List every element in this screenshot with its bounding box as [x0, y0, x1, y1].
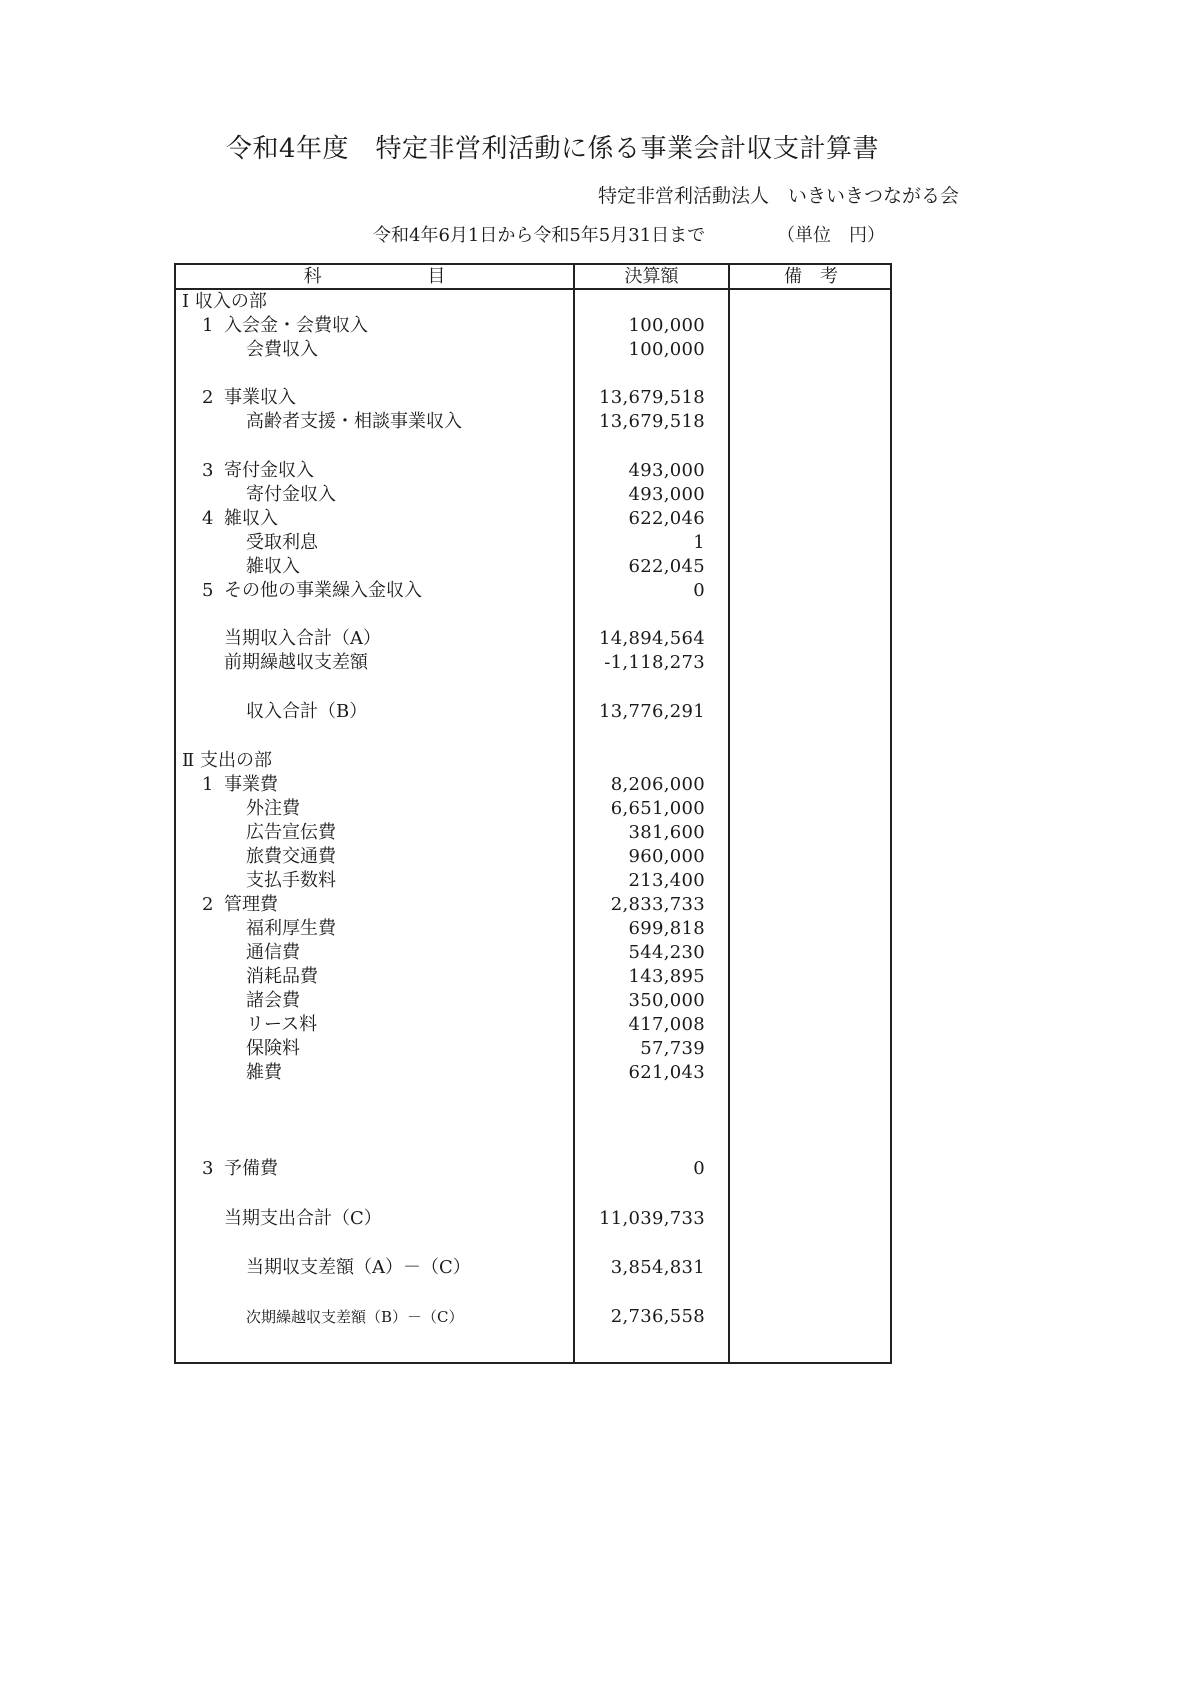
row-label-text: 高齢者支援・相談事業収入	[246, 411, 462, 432]
row-label-text: Ⅱ 支出の部	[182, 750, 272, 771]
table-row	[176, 483, 892, 507]
row-label-text: 当期支出合計（C）	[224, 1208, 382, 1229]
row-label-text: 当期収支差額（A）－（C）	[246, 1257, 471, 1278]
row-label	[202, 893, 278, 917]
table-row	[176, 821, 892, 845]
row-number: 3	[202, 460, 214, 481]
row-amount: 13,776,291	[598, 701, 705, 722]
row-amount: 3,854,831	[610, 1257, 705, 1278]
table-row	[176, 965, 892, 989]
row-amount: 960,000	[628, 846, 705, 867]
row-number: 2	[202, 387, 214, 408]
row-label	[246, 531, 318, 555]
header-item: 科 目	[303, 266, 446, 287]
document-title: 令和4年度 特定非営利活動に係る事業会計収支計算書	[226, 134, 880, 164]
row-amount: 57,739	[640, 1038, 705, 1059]
row-amount: 14,894,564	[598, 628, 705, 649]
row-label	[224, 627, 381, 651]
row-amount: 213,400	[628, 870, 705, 891]
row-amount: 493,000	[628, 460, 705, 481]
row-label-text: 事業費	[224, 774, 278, 795]
row-label-text: 外注費	[246, 798, 300, 819]
row-label	[246, 1256, 471, 1280]
row-label-text: 寄付金収入	[224, 460, 314, 481]
row-amount: 699,818	[628, 918, 705, 939]
row-label-text: 事業収入	[224, 387, 296, 408]
income-expenditure-table	[174, 263, 892, 1364]
table-row	[176, 749, 892, 773]
row-label-text: 雑収入	[246, 556, 300, 577]
row-label-text: 雑費	[246, 1062, 282, 1083]
row-amount: 493,000	[628, 484, 705, 505]
table-row	[176, 290, 892, 314]
row-amount: 11,039,733	[598, 1208, 705, 1229]
row-label-text: 諸会費	[246, 990, 300, 1011]
row-label	[246, 1013, 317, 1037]
table-row	[176, 1013, 892, 1037]
row-label-text: リース料	[246, 1014, 318, 1035]
row-label-text: 消耗品費	[246, 966, 318, 987]
table-row	[176, 700, 892, 724]
row-label	[202, 314, 368, 338]
row-label-text: 管理費	[224, 894, 278, 915]
table-row	[176, 507, 892, 531]
table-row	[176, 773, 892, 797]
table-row	[176, 1207, 892, 1231]
table-row	[176, 410, 892, 434]
row-amount: 8,206,000	[610, 774, 705, 795]
row-label-text: Ⅰ 収入の部	[182, 291, 267, 312]
table-row	[176, 1037, 892, 1061]
row-label	[246, 338, 318, 362]
table-row	[176, 531, 892, 555]
row-label-text: 寄付金収入	[246, 484, 336, 505]
row-label-text: 雑収入	[224, 508, 278, 529]
row-label	[202, 773, 278, 797]
row-label-text: 通信費	[246, 942, 300, 963]
table-row	[176, 1256, 892, 1280]
table-row	[176, 555, 892, 579]
row-amount: 0	[693, 1158, 705, 1179]
row-label	[246, 797, 300, 821]
row-label	[202, 507, 278, 531]
row-label-text: 予備費	[224, 1158, 278, 1179]
row-label	[202, 386, 296, 410]
row-number: 1	[202, 315, 214, 336]
table-row	[176, 1157, 892, 1181]
table-row	[176, 845, 892, 869]
table-row	[176, 579, 892, 603]
row-label-text: 保険料	[246, 1038, 300, 1059]
row-amount: 2,833,733	[610, 894, 705, 915]
row-amount: 622,046	[628, 508, 705, 529]
row-label	[202, 459, 314, 483]
fiscal-period: 令和4年6月1日から令和5年5月31日まで	[373, 225, 706, 246]
organization-name: 特定非営利活動法人 いきいきつながる会	[597, 185, 959, 207]
row-label	[246, 700, 367, 724]
row-label-text: 受取利息	[246, 532, 318, 553]
row-amount: -1,118,273	[604, 652, 705, 673]
row-label	[246, 1037, 300, 1061]
row-label-text: 福利厚生費	[246, 918, 336, 939]
row-label-text: 次期繰越収支差額（B）－（C）	[246, 1308, 464, 1326]
row-label	[246, 941, 300, 965]
row-amount: 2,736,558	[610, 1306, 705, 1327]
row-label	[246, 965, 318, 989]
row-label-text: 収入合計（B）	[246, 701, 368, 722]
row-label	[182, 749, 272, 773]
row-label	[246, 869, 336, 893]
row-label	[246, 845, 336, 869]
table-row	[176, 893, 892, 917]
row-amount: 6,651,000	[610, 798, 705, 819]
row-label-text: 前期繰越収支差額	[224, 652, 368, 673]
row-label	[224, 651, 368, 675]
row-label-text: 会費収入	[246, 339, 318, 360]
row-label-text: 入会金・会費収入	[224, 315, 368, 336]
row-label	[246, 1061, 282, 1085]
row-label	[202, 1157, 278, 1181]
table-row	[176, 314, 892, 338]
row-amount: 100,000	[628, 339, 705, 360]
row-amount: 13,679,518	[598, 411, 705, 432]
table-row	[176, 941, 892, 965]
row-label-text: その他の事業繰入金収入	[224, 580, 422, 601]
row-label	[246, 989, 300, 1013]
row-amount: 0	[693, 580, 705, 601]
row-amount: 1	[693, 532, 705, 553]
row-amount: 622,045	[628, 556, 705, 577]
row-label	[202, 579, 422, 603]
row-label	[224, 1207, 382, 1231]
row-label	[246, 410, 462, 434]
row-amount: 100,000	[628, 315, 705, 336]
table-row	[176, 651, 892, 675]
table-row	[176, 917, 892, 941]
row-label	[246, 1305, 464, 1329]
row-label	[246, 555, 300, 579]
header-amount: 決算額	[624, 266, 679, 287]
currency-unit: （単位 円）	[777, 225, 885, 246]
header-remarks: 備 考	[784, 266, 838, 287]
row-label-text: 支払手数料	[246, 870, 336, 891]
row-label-text: 旅費交通費	[246, 846, 336, 867]
table-row	[176, 627, 892, 651]
row-number: 3	[202, 1158, 214, 1179]
row-label-text: 広告宣伝費	[246, 822, 336, 843]
table-row	[176, 869, 892, 893]
row-label-text: 当期収入合計（A）	[224, 628, 381, 649]
table-row	[176, 338, 892, 362]
row-amount: 544,230	[628, 942, 705, 963]
table-row	[176, 797, 892, 821]
table-row	[176, 459, 892, 483]
row-number: 2	[202, 894, 214, 915]
row-amount: 417,008	[628, 1014, 705, 1035]
row-amount: 13,679,518	[598, 387, 705, 408]
row-label	[246, 917, 336, 941]
row-label	[246, 821, 336, 845]
row-number: 1	[202, 774, 214, 795]
table-row	[176, 989, 892, 1013]
row-amount: 143,895	[628, 966, 705, 987]
table-row	[176, 386, 892, 410]
row-amount: 621,043	[628, 1062, 705, 1083]
row-amount: 381,600	[628, 822, 705, 843]
table-row	[176, 1061, 892, 1085]
row-amount: 350,000	[628, 990, 705, 1011]
table-row	[176, 1305, 892, 1329]
row-number: 5	[202, 580, 214, 601]
row-label	[246, 483, 336, 507]
row-number: 4	[202, 508, 214, 529]
row-label	[182, 290, 267, 314]
